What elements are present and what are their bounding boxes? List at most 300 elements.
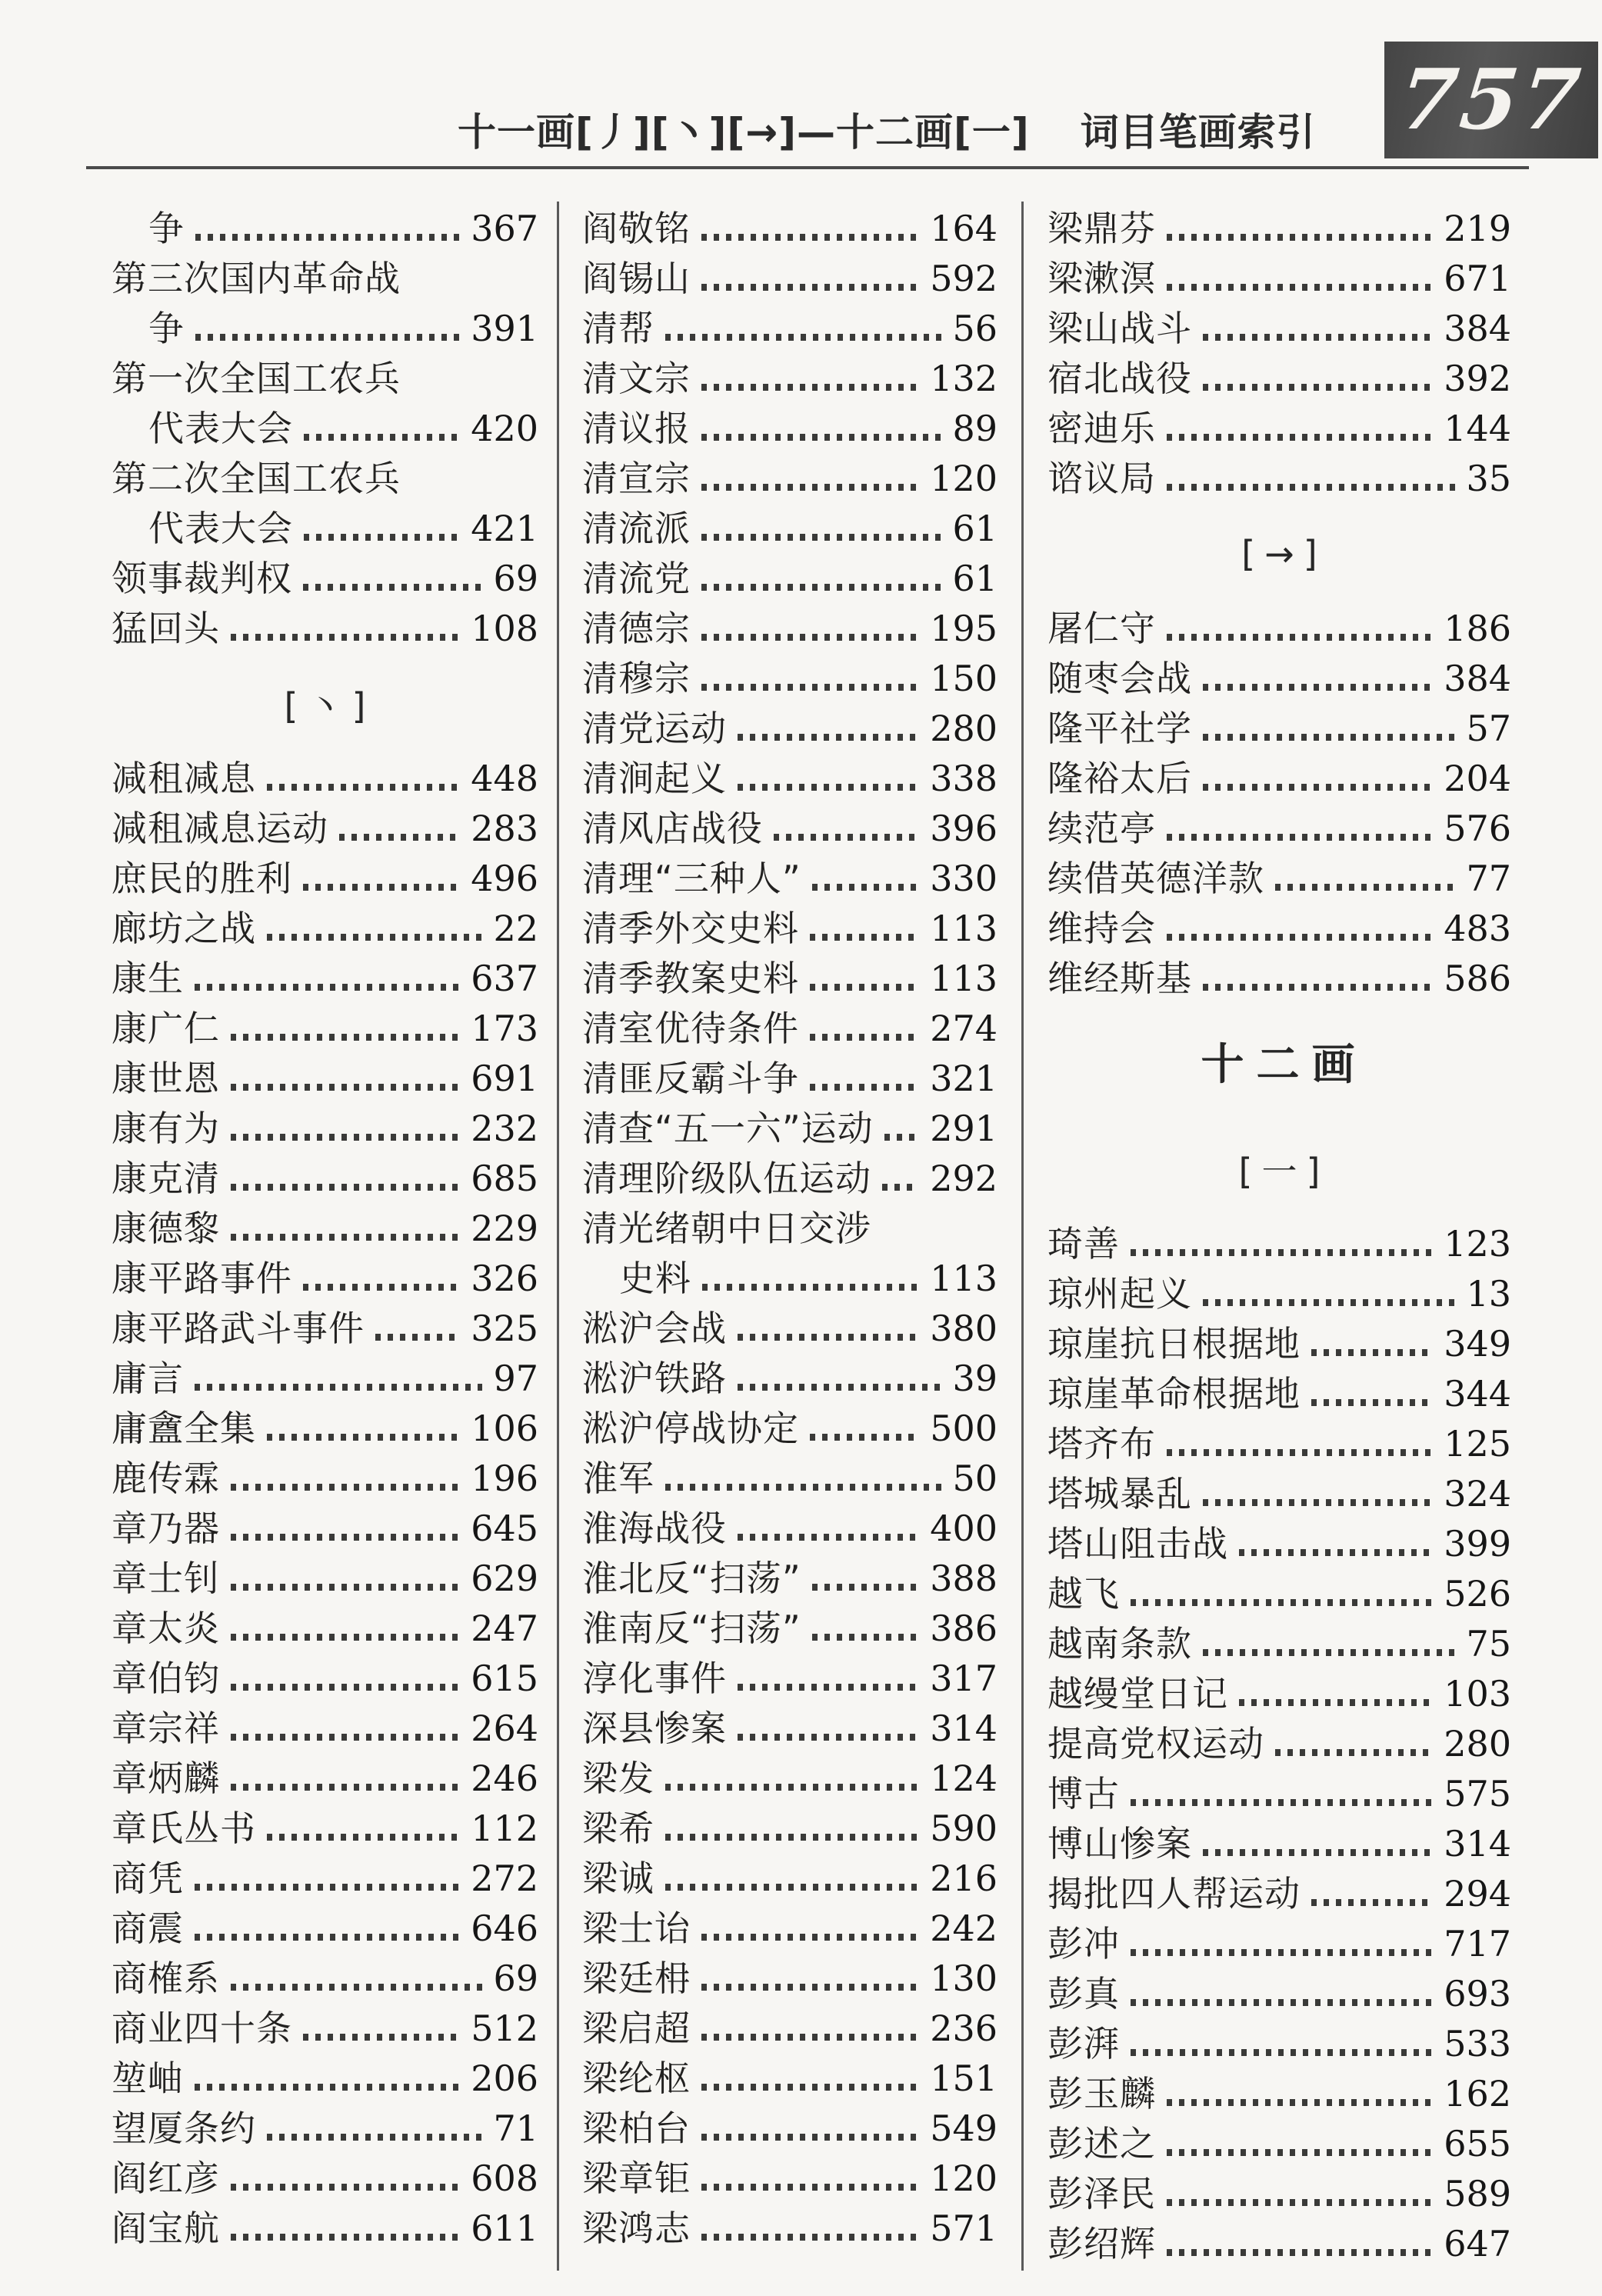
entry-page-number: 645 [471,1508,538,1549]
entry-term: 争 [148,308,185,349]
dot-leader [701,2084,919,2091]
dot-leader [231,1134,460,1141]
entry-page-number: 647 [1444,2223,1511,2264]
dot-leader [738,1684,919,1691]
index-entry [582,1604,998,1654]
dot-leader [701,584,941,591]
entry-page-number: 204 [1444,758,1511,799]
dot-leader [303,1284,460,1291]
index-entry [582,1504,998,1554]
dot-leader [1203,334,1433,341]
index-entry [112,954,538,1004]
running-header [458,102,1316,157]
index-entry [1047,1469,1511,1519]
index-entry [582,904,998,954]
entry-term: 屠仁守 [1047,608,1156,649]
entry-term: 清室优待条件 [582,1008,799,1049]
entry-page-number: 483 [1444,908,1511,949]
entry-page-number: 35 [1466,458,1511,499]
entry-page-number: 512 [471,2008,538,2049]
index-entry [1047,854,1511,904]
entry-page-number: 400 [930,1508,998,1549]
entry-term: 淳化事件 [582,1658,727,1699]
index-entry [582,954,998,1004]
dot-leader [665,1784,919,1791]
dot-leader [231,2234,460,2241]
entry-page-number: 326 [471,1258,538,1299]
index-entry [582,2004,998,2054]
index-entry [1047,2219,1511,2269]
entry-page-number: 103 [1444,1673,1511,1715]
index-entry [1047,1819,1511,1869]
entry-page-number: 592 [930,258,998,299]
entry-page-number: 349 [1444,1323,1511,1365]
entry-page-number: 294 [1444,1873,1511,1914]
entry-page-number: 421 [471,508,538,549]
entry-page-number: 292 [930,1158,998,1199]
dot-leader [812,884,920,891]
dot-leader [195,2084,460,2091]
index-entry [1047,1619,1511,1669]
entry-term: 维持会 [1047,908,1156,949]
dot-leader [231,1734,460,1741]
dot-leader [231,1184,460,1191]
index-entry [582,1554,998,1604]
entry-page-number: 314 [930,1708,998,1749]
dot-leader [267,1434,460,1441]
index-entry [1047,754,1511,804]
dot-leader [882,1184,919,1191]
entry-page-number: 77 [1466,858,1511,899]
index-entry [112,254,538,304]
index-entry [582,2204,998,2254]
index-entry [112,1354,538,1404]
entry-term: 减租减息 [112,758,256,799]
entry-term: 续范亭 [1047,808,1156,849]
entry-term: 康克清 [112,1158,220,1199]
stroke-type-section-heading: [一] [1238,1151,1330,1192]
entry-term: 章士钊 [112,1558,220,1599]
index-entry [112,1304,538,1354]
entry-page-number: 274 [930,1008,998,1049]
entry-term: 清流派 [582,508,691,549]
index-entry [582,804,998,854]
index-entry [112,1804,538,1854]
dot-leader [303,2034,460,2041]
index-entry [112,804,538,854]
entry-page-number: 232 [471,1108,538,1149]
entry-term: 续借英德洋款 [1047,858,1264,899]
entry-term: 清季教案史料 [582,958,799,999]
entry-term: 史料 [619,1258,691,1299]
dot-leader [1167,484,1455,491]
entry-page-number: 113 [930,958,998,999]
entry-page-number: 71 [493,2108,538,2149]
entry-term: 梁漱溟 [1047,258,1156,299]
index-entry [1047,1669,1511,1719]
dot-leader [701,434,941,441]
entry-term: 争 [148,208,185,249]
entry-page-number: 124 [930,1758,998,1799]
dot-leader [738,1734,919,1741]
index-entry [582,2104,998,2154]
index-entry [1047,904,1511,954]
entry-term: 清查“五一六”运动 [582,1108,874,1149]
index-entry [582,654,998,704]
index-entry [582,1254,998,1304]
dot-leader [339,834,460,841]
index-entry [582,404,998,454]
dot-leader [1203,1849,1433,1856]
entry-page-number: 113 [930,1258,998,1299]
index-entry [582,454,998,504]
dot-leader [1167,234,1433,241]
dot-leader [1167,2199,1433,2206]
entry-page-number: 186 [1444,608,1511,649]
index-entry [112,454,538,504]
entry-term: 清德宗 [582,608,691,649]
entry-page-number: 283 [471,808,538,849]
entry-page-number: 164 [930,208,998,249]
dot-leader [738,1384,941,1391]
entry-page-number: 671 [1444,258,1511,299]
index-entry [1047,1769,1511,1819]
entry-page-number: 380 [930,1308,998,1349]
index-entry [582,854,998,904]
entry-term: 章宗祥 [112,1708,220,1749]
entry-term: 堃岫 [112,2058,184,2099]
dot-leader [701,234,919,241]
entry-term: 商业四十条 [112,2008,292,2049]
index-entry [1047,454,1511,504]
index-entry [1047,1319,1511,1369]
index-entry [582,1204,998,1254]
stroke-count-section-heading: 十二画 [1201,1040,1367,1090]
index-entry [1047,2119,1511,2169]
index-entry [112,2154,538,2204]
entry-term: 淞沪停战协定 [582,1408,799,1449]
dot-leader [1203,1649,1455,1656]
entry-term: 阎锡山 [582,258,691,299]
dot-leader [375,1334,460,1341]
entry-page-number: 97 [493,1358,538,1399]
dot-leader [231,1234,460,1241]
index-entry [112,1154,538,1204]
entry-page-number: 106 [471,1408,538,1449]
entry-page-number: 533 [1444,2023,1511,2064]
entry-term: 琼州起义 [1047,1273,1192,1315]
entry-term: 越缦堂日记 [1047,1673,1228,1715]
entry-page-number: 344 [1444,1373,1511,1415]
entry-term: 淮北反“扫荡” [582,1558,801,1599]
dot-leader [1167,2249,1433,2256]
index-entry [1047,204,1511,254]
entry-term: 密迪乐 [1047,408,1156,449]
dot-leader [195,1934,460,1941]
dot-leader [774,834,919,841]
index-entry [582,1054,998,1104]
dot-leader [1131,1599,1433,1606]
index-entry [112,2204,538,2254]
entry-term: 阎宝航 [112,2208,220,2249]
dot-leader [738,734,919,741]
index-entry [112,404,538,454]
entry-term: 清匪反霸斗争 [582,1058,799,1099]
dot-leader [303,884,460,891]
entry-term: 商震 [112,1908,184,1949]
dot-leader [1131,1999,1433,2006]
dot-leader [701,2184,919,2191]
index-entry [582,254,998,304]
index-entry [112,854,538,904]
index-entry [112,604,538,654]
entry-page-number: 61 [952,508,998,549]
index-entry [582,1154,998,1204]
index-entry [1047,804,1511,854]
index-entry [112,354,538,404]
index-column-1 [112,204,538,2254]
entry-term: 琼崖抗日根据地 [1047,1323,1301,1365]
dot-leader [701,384,919,391]
entry-page-number: 637 [471,958,538,999]
dot-leader [231,1084,460,1091]
entry-page-number: 195 [930,608,998,649]
entry-page-number: 22 [493,908,538,949]
entry-term: 第三次国内革命战 [112,258,401,299]
entry-page-number: 120 [930,458,998,499]
dot-leader [195,1884,460,1891]
index-entry [1047,654,1511,704]
entry-page-number: 386 [930,1608,998,1649]
index-entry [112,1004,538,1054]
entry-page-number: 112 [471,1808,538,1849]
dot-leader [1275,1749,1433,1756]
index-entry [112,304,538,354]
entry-page-number: 144 [1444,408,1511,449]
entry-page-number: 264 [471,1708,538,1749]
index-entry [112,1754,538,1804]
entry-term: 淮海战役 [582,1508,727,1549]
dot-leader [303,584,482,591]
entry-term: 商凭 [112,1858,184,1899]
index-entry [582,1854,998,1904]
dot-leader [267,934,482,941]
entry-page-number: 57 [1466,708,1511,749]
entry-term: 第一次全国工农兵 [112,358,401,399]
index-entry [112,204,538,254]
index-entry [112,1204,538,1254]
entry-term: 深县惨案 [582,1708,727,1749]
index-entry [1047,354,1511,404]
stroke-type-section-heading: [→] [1241,533,1327,575]
entry-page-number: 646 [471,1908,538,1949]
entry-term: 梁纶枢 [582,2058,691,2099]
entry-term: 阎红彦 [112,2158,220,2199]
entry-term: 庸言 [112,1358,184,1399]
entry-page-number: 629 [471,1558,538,1599]
dot-leader [665,1834,919,1841]
index-entry [112,904,538,954]
entry-term: 清宣宗 [582,458,691,499]
entry-page-number: 321 [930,1058,998,1099]
page-number-badge [1384,42,1598,158]
entry-page-number: 384 [1444,308,1511,349]
dot-leader [665,1484,941,1491]
entry-term: 庶民的胜利 [112,858,292,899]
dot-leader [1203,984,1433,991]
entry-page-number: 392 [1444,358,1511,399]
entry-page-number: 236 [930,2008,998,2049]
dot-leader [738,1334,919,1341]
dot-leader [1167,284,1433,291]
entry-page-number: 314 [1444,1823,1511,1864]
index-entry [582,1954,998,2004]
dot-leader [810,934,919,941]
entry-term: 梁发 [582,1758,654,1799]
entry-term: 淞沪铁路 [582,1358,727,1399]
entry-page-number: 526 [1444,1573,1511,1615]
entry-page-number: 123 [1444,1223,1511,1265]
index-entry [582,2054,998,2104]
entry-page-number: 693 [1444,1973,1511,2014]
dot-leader [1239,1549,1433,1556]
index-column-2 [582,204,998,2254]
dot-leader [701,2134,919,2141]
entry-page-number: 216 [930,1858,998,1899]
dot-leader [231,1634,460,1641]
dot-leader [1167,834,1433,841]
entry-page-number: 448 [471,758,538,799]
dot-leader [701,534,941,541]
entry-page-number: 89 [952,408,998,449]
dot-leader [231,2184,460,2191]
entry-term: 宿北战役 [1047,358,1192,399]
dot-leader [1311,1349,1433,1356]
index-entry [582,1804,998,1854]
index-entry [1047,1369,1511,1419]
dot-leader [1239,1699,1433,1706]
entry-page-number: 196 [471,1458,538,1499]
entry-page-number: 330 [930,858,998,899]
entry-page-number: 500 [930,1408,998,1449]
entry-term: 梁山战斗 [1047,308,1192,349]
index-entry [1047,604,1511,654]
stroke-type-section-heading: [丶] [284,685,375,727]
entry-page-number: 13 [1466,1273,1511,1315]
entry-term: 清涧起义 [582,758,727,799]
entry-page-number: 549 [930,2108,998,2149]
entry-page-number: 575 [1444,1773,1511,1814]
dot-leader [810,1434,919,1441]
index-entry [1047,1419,1511,1469]
index-entry [582,604,998,654]
index-entry [1047,1869,1511,1919]
entry-term: 章太炎 [112,1608,220,1649]
entry-term: 提高党权运动 [1047,1723,1264,1764]
dot-leader [1167,934,1433,941]
dot-leader [701,2234,919,2241]
dot-leader [701,284,919,291]
index-entry [1047,1219,1511,1269]
entry-page-number: 120 [930,2158,998,2199]
entry-term: 琦善 [1047,1223,1120,1265]
index-entry [112,1854,538,1904]
entry-page-number: 69 [493,1958,538,1999]
entry-term: 减租减息运动 [112,808,328,849]
entry-page-number: 56 [952,308,998,349]
index-entry [112,1454,538,1504]
running-header-section-range: 十一画[丿][丶][→]—十二画[一] [458,110,1030,155]
entry-page-number: 396 [930,808,998,849]
entry-page-number: 69 [493,558,538,599]
entry-term: 越飞 [1047,1573,1120,1615]
column-divider [1021,202,1024,2271]
dot-leader [665,1884,919,1891]
entry-page-number: 384 [1444,658,1511,699]
dot-leader [665,334,941,341]
dot-leader [231,1584,460,1591]
entry-term: 博山惨案 [1047,1823,1192,1864]
entry-page-number: 589 [1444,2173,1511,2214]
dot-leader [231,1034,460,1041]
entry-page-number: 717 [1444,1923,1511,1964]
index-entry [112,1604,538,1654]
index-entry [112,1904,538,1954]
dot-leader [195,1384,482,1391]
dot-leader [231,1984,482,1991]
index-entry [112,1254,538,1304]
page-number: 757 [1394,52,1588,148]
index-entry [582,1704,998,1754]
dot-leader [231,1784,460,1791]
index-entry [1047,2169,1511,2219]
index-entry [1047,1269,1511,1319]
index-entry [1047,1969,1511,2019]
entry-page-number: 246 [471,1758,538,1799]
entry-term: 领事裁判权 [112,558,292,599]
entry-page-number: 420 [471,408,538,449]
index-entry [582,1754,998,1804]
entry-page-number: 280 [930,708,998,749]
index-entry [1047,1719,1511,1769]
entry-term: 康德黎 [112,1208,220,1249]
dot-leader [1167,2149,1433,2156]
entry-term: 清文宗 [582,358,691,399]
entry-term: 淮南反“扫荡” [582,1608,801,1649]
entry-page-number: 338 [930,758,998,799]
entry-page-number: 272 [471,1858,538,1899]
index-entry [1047,954,1511,1004]
entry-term: 章氏丛书 [112,1808,256,1849]
entry-term: 章炳麟 [112,1758,220,1799]
dot-leader [195,984,460,991]
entry-term: 博古 [1047,1773,1120,1814]
dot-leader [231,634,460,641]
entry-page-number: 50 [952,1458,998,1499]
index-entry [582,304,998,354]
entry-page-number: 242 [930,1908,998,1949]
entry-term: 梁鼎芬 [1047,208,1156,249]
entry-page-number: 496 [471,858,538,899]
index-entry [1047,404,1511,454]
entry-term: 清风店战役 [582,808,763,849]
entry-page-number: 125 [1444,1423,1511,1465]
index-entry [1047,2019,1511,2069]
dot-leader [701,2034,919,2041]
entry-term: 阎敬铭 [582,208,691,249]
entry-term: 越南条款 [1047,1623,1192,1665]
entry-page-number: 586 [1444,958,1511,999]
